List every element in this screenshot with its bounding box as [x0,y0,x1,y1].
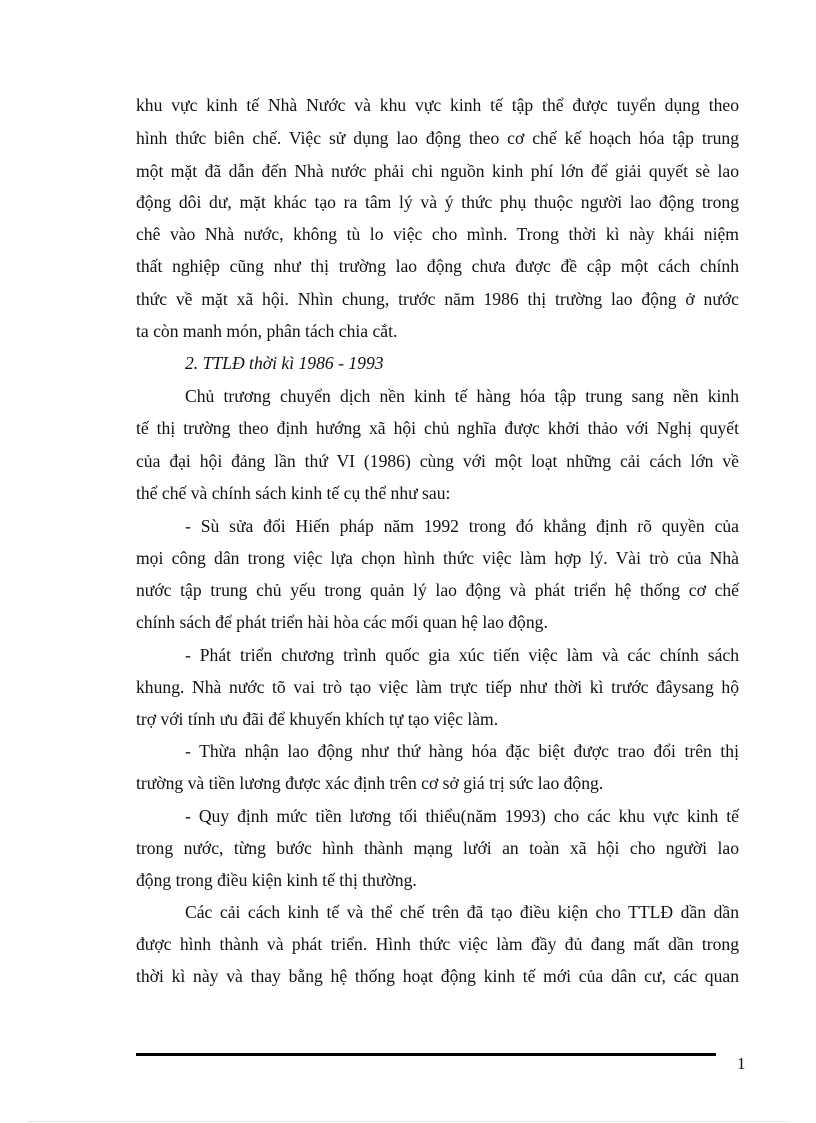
text-line: Chủ trương chuyển dịch nền kinh tế hàng hóa tập trung sang nền kinh [185,386,739,406]
text-line: trợ với tính ưu đãi để khuyến khích tự tạo việc làm. [136,709,499,729]
text-line: một mặt đã dẫn đến Nhà nước phải chi nguồn kinh phí lớn để giải quyết sè lao [136,161,739,181]
text-line: ta còn manh món, phân tách chia cắt. [136,321,398,341]
footer-rule [136,1053,716,1056]
page-edge-dotted-line [28,1121,788,1122]
text-line: được hình thành và phát triển. Hình thức việc làm đầy đủ đang mất dần trong [136,934,739,954]
text-line: mọi công dân trong việc lựa chọn hình thức việc làm hợp lý. Vài trò của Nhà [136,548,739,568]
text-line: thất nghiệp cũng như thị trường lao động chưa được đề cập một cách chính [136,256,739,276]
text-line: - Quy định mức tiền lương tối thiểu(năm 1993) cho các khu vực kinh tế [185,806,739,826]
text-line: khung. Nhà nước tõ vai trò tạo việc làm trực tiếp như thời kì trước đâysang hộ [136,677,739,697]
text-line: thời kì này và thay bằng hệ thống hoạt động kinh tế mới của dân cư, các quan [136,966,739,986]
text-line: chính sách để phát triển hài hòa các mối quan hệ lao động. [136,612,548,632]
text-line: - Thừa nhận lao động như thứ hàng hóa đặc biệt được trao đổi trên thị [185,741,739,761]
section-heading: 2. TTLĐ thời kì 1986 - 1993 [185,353,384,373]
text-line: hình thức biên chế. Việc sử dụng lao động theo cơ chế kế hoạch hóa tập trung [136,128,739,148]
text-line: trong nước, từng bước hình thành mạng lưới an toàn xã hội cho người lao [136,838,739,858]
text-line: động dôi dư, mặt khác tạo ra tâm lý và ý thức phụ thuộc người lao động trong [136,192,739,212]
page-number: 1 [737,1054,746,1073]
text-line: nước tập trung chủ yếu trong quản lý lao động và phát triển hệ thống cơ chế [136,580,739,600]
text-line: động trong điều kiện kinh tế thị thường. [136,870,417,890]
text-line: thức về mặt xã hội. Nhìn chung, trước năm 1986 thị trường lao động ở nước [136,289,739,309]
text-line: khu vực kinh tế Nhà Nước và khu vực kinh tế tập thể được tuyển dụng theo [136,95,739,115]
text-line: trường và tiền lương được xác định trên cơ sở giá trị sức lao động. [136,773,604,793]
text-line: thể chế và chính sách kinh tế cụ thể như sau: [136,483,451,503]
text-line: chê vào Nhà nước, không tù lo việc cho mình. Trong thời kì này khái niệm [136,224,739,244]
text-line: - Sù sửa đổi Hiến pháp năm 1992 trong đó khẳng định rõ quyền của [185,516,739,536]
text-line: của đại hội đảng lần thứ VI (1986) cùng với một loạt những cải cách lớn về [136,451,739,471]
text-line: - Phát triển chương trình quốc gia xúc tiến việc làm và các chính sách [185,645,739,665]
text-line: tế thị trường theo định hướng xã hội chủ nghĩa được khởi thảo với Nghị quyết [136,418,739,438]
text-line: Các cải cách kinh tế và thể chế trên đã tạo điều kiện cho TTLĐ dần dần [185,902,739,922]
